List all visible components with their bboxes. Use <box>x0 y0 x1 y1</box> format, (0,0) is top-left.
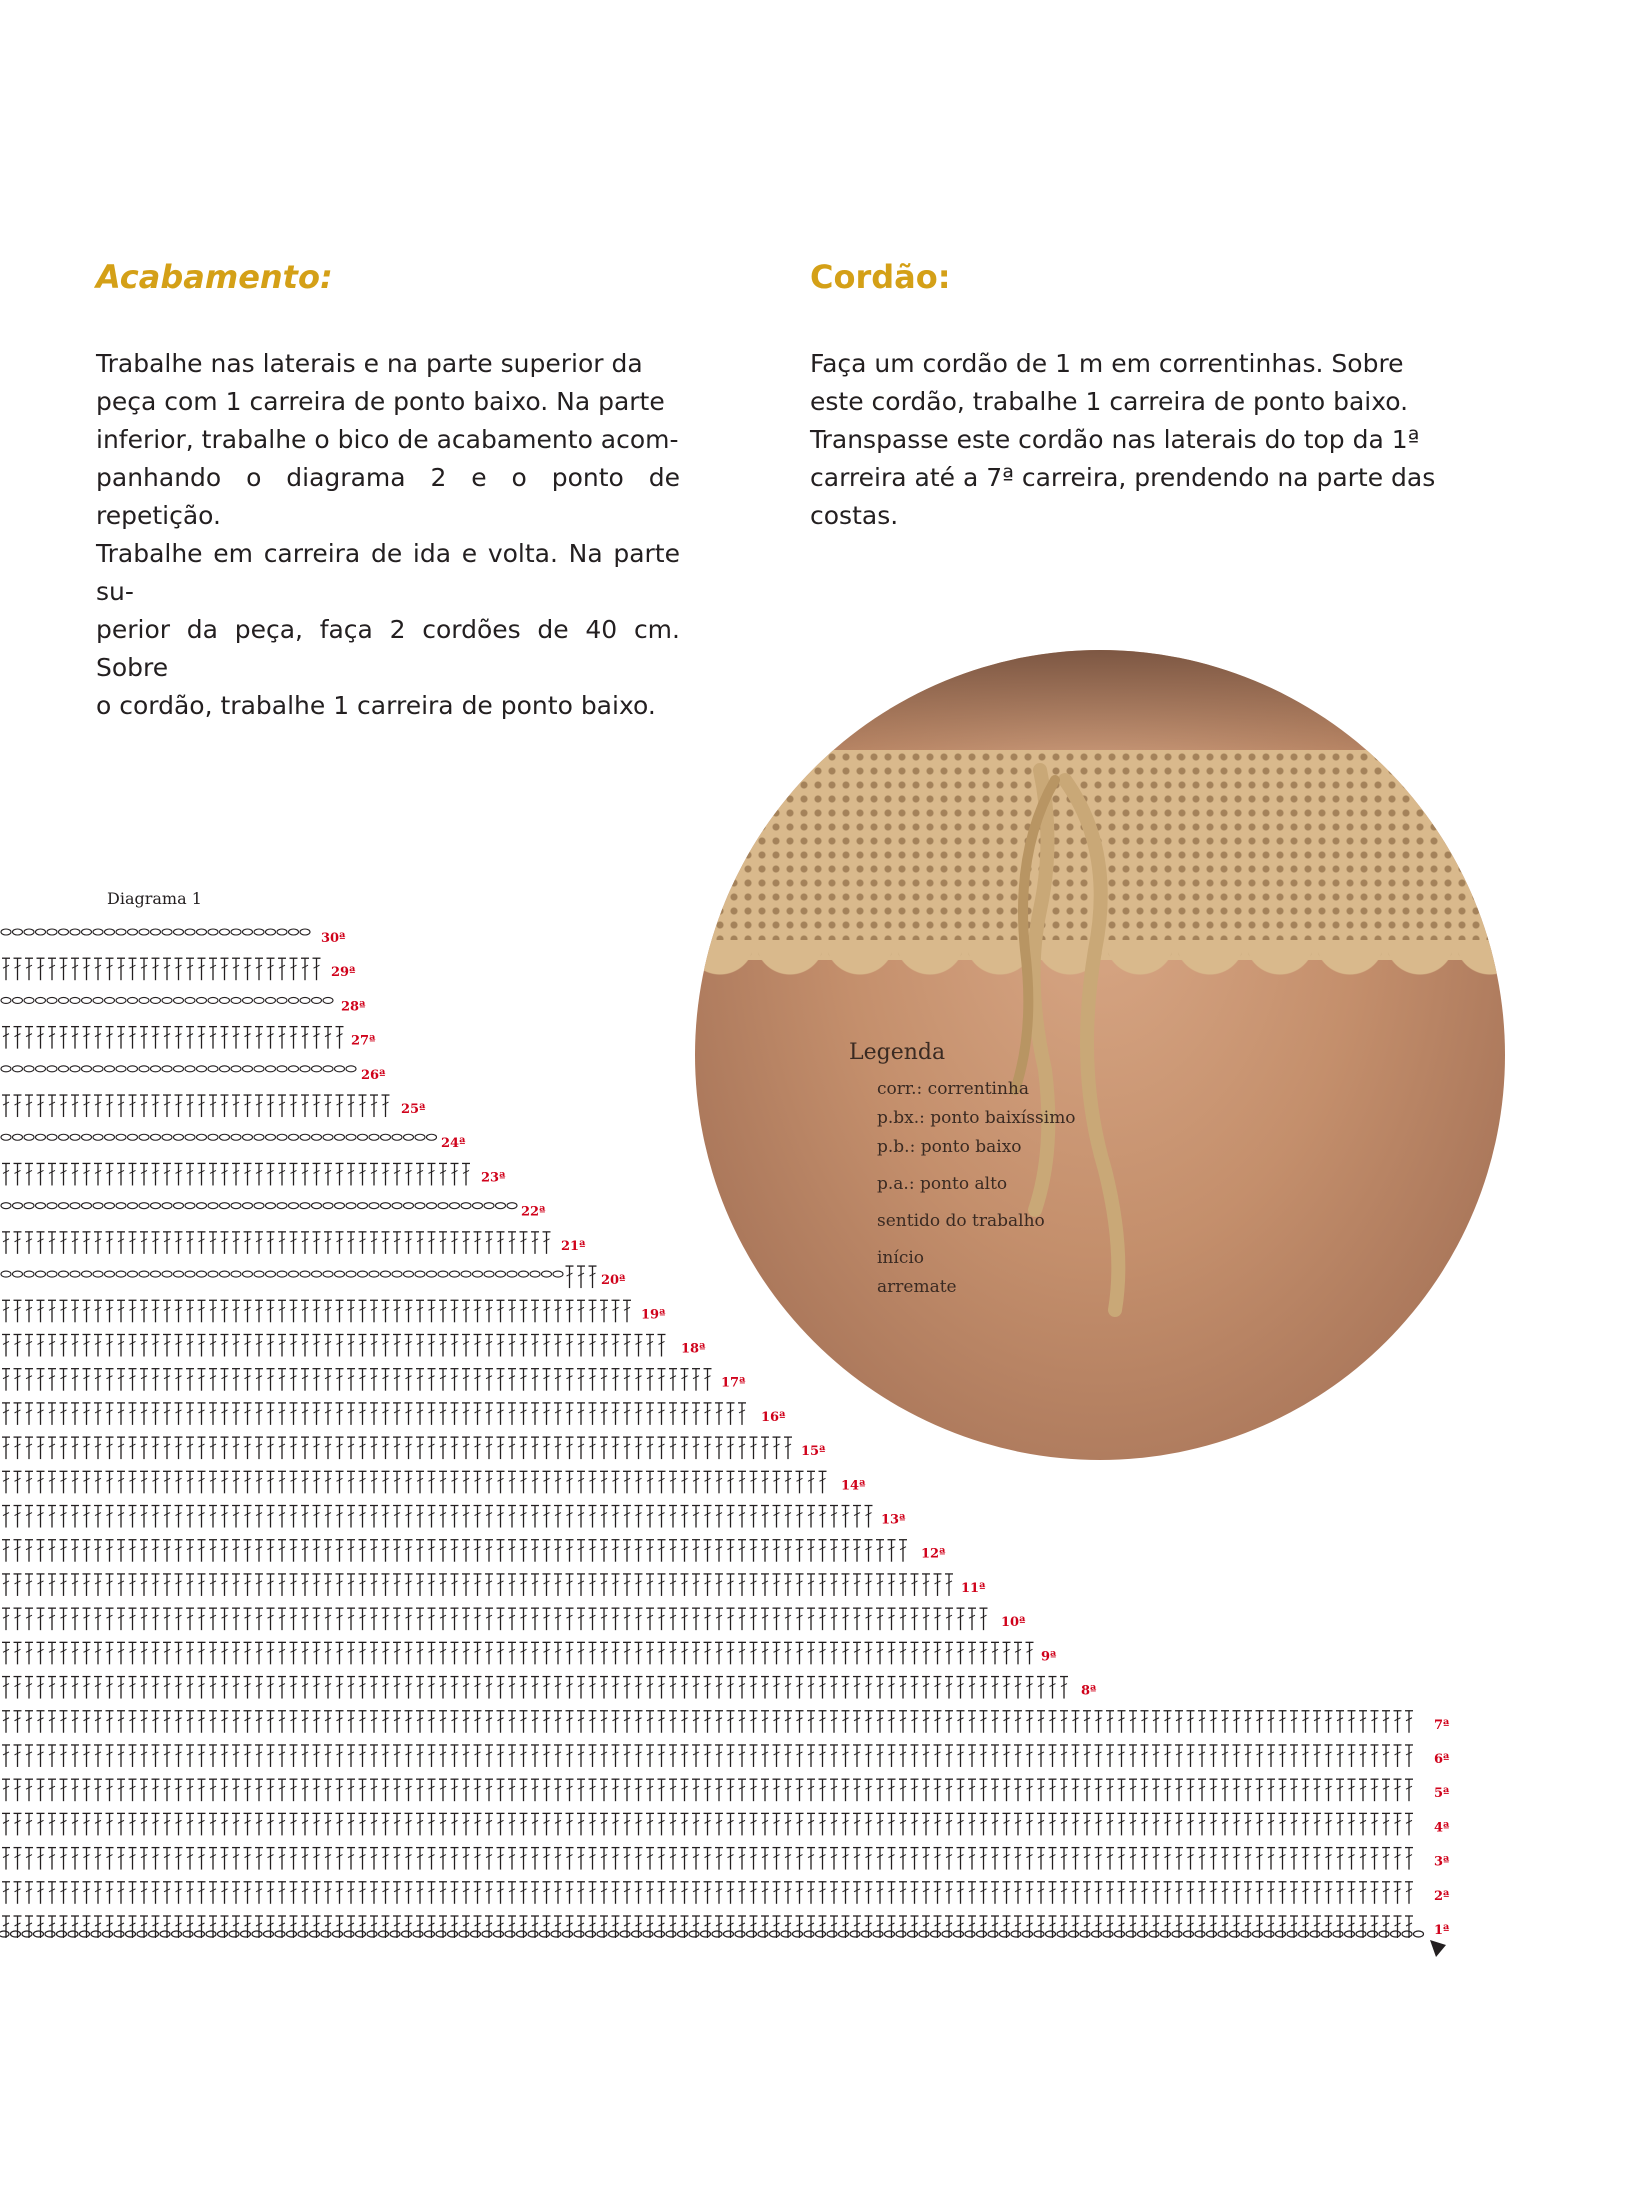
diagram-label: Diagrama 1 <box>107 889 202 908</box>
text-line: Faça um cordão de 1 m em correntinhas. Sobre <box>810 349 1404 378</box>
diagram-row <box>2 1848 1413 1870</box>
row-label: 1ª <box>1434 1923 1450 1938</box>
diagram-row <box>2 1882 1413 1904</box>
row-label: 24ª <box>441 1136 466 1152</box>
row-label: 20ª <box>601 1273 626 1289</box>
diagram-row <box>2 1027 344 1049</box>
work-direction-arrow-icon <box>1430 1940 1446 1957</box>
row-label: 8ª <box>1081 1683 1097 1699</box>
row-label: 22ª <box>521 1204 546 1220</box>
legend-item: arremate <box>877 1277 957 1297</box>
row-label: 16ª <box>761 1409 786 1425</box>
text-line: panhando o diagrama 2 e o ponto de repetição. <box>96 463 680 530</box>
diagram-row <box>2 1745 1413 1767</box>
text-line: este cordão, trabalhe 1 carreira de ponto baixo. <box>810 387 1409 416</box>
row-label: 15ª <box>801 1444 826 1460</box>
cord-text <box>810 345 1444 535</box>
text-line: peça com 1 carreira de ponto baixo. Na parte <box>96 387 665 416</box>
row-label: 9ª <box>1041 1649 1057 1665</box>
row-label: 3ª <box>1434 1854 1450 1870</box>
diagram-row <box>1 1266 597 1288</box>
text-line: o cordão, trabalhe 1 carreira de ponto baixo. <box>96 691 656 720</box>
text-line: costas. <box>810 501 899 530</box>
crochet-diagram <box>0 880 1644 2005</box>
diagram-row <box>2 958 321 980</box>
text-line: perior da peça, faça 2 cordões de 40 cm. Sobre <box>96 615 680 682</box>
legend-title: Legenda <box>849 1040 946 1065</box>
diagram-stitches <box>0 929 1424 1938</box>
diagram-row <box>2 1779 1413 1801</box>
diagram-row <box>2 1677 1068 1699</box>
diagram-row <box>2 1642 1034 1664</box>
legend-item: início <box>877 1248 925 1268</box>
text-line: Trabalhe em carreira de ida e volta. Na parte su- <box>96 539 680 606</box>
diagram-row <box>2 1232 551 1254</box>
row-label: 21ª <box>561 1238 586 1254</box>
diagram-row <box>1 1203 517 1209</box>
legend-item: sentido do trabalho <box>877 1211 1045 1231</box>
diagram-row <box>2 1608 988 1630</box>
diagram-row <box>2 1369 712 1391</box>
row-label: 6ª <box>1434 1751 1450 1767</box>
diagram-row <box>1 1134 437 1140</box>
text-line: carreira até a 7ª carreira, prendendo na parte das <box>810 463 1436 492</box>
diagram-row <box>1 929 310 935</box>
diagram-row <box>2 1403 746 1425</box>
row-label: 11ª <box>961 1580 986 1596</box>
row-label: 28ª <box>341 999 366 1015</box>
row-label: 19ª <box>641 1307 666 1323</box>
diagram-row <box>2 1574 953 1596</box>
legend-item: p.a.: ponto alto <box>877 1174 1008 1194</box>
row-label: 23ª <box>481 1170 506 1186</box>
row-label: 2ª <box>1434 1888 1450 1904</box>
row-label: 17ª <box>721 1375 746 1391</box>
diagram-row <box>2 1540 907 1562</box>
diagram-row <box>2 1471 827 1493</box>
text-line: Transpasse este cordão nas laterais do top da 1ª <box>810 425 1420 454</box>
row-label: 14ª <box>841 1478 866 1494</box>
legend-item: p.b.: ponto baixo <box>877 1137 1022 1157</box>
diagram-row <box>2 1437 792 1459</box>
row-label: 5ª <box>1434 1786 1450 1802</box>
diagram-row <box>1 997 333 1003</box>
row-label: 10ª <box>1001 1615 1026 1631</box>
row-label: 26ª <box>361 1067 386 1083</box>
diagram-row <box>2 1813 1413 1835</box>
diagram-row <box>2 1506 873 1528</box>
diagram-row <box>2 1334 666 1356</box>
row-label: 13ª <box>881 1512 906 1528</box>
row-label: 27ª <box>351 1033 376 1049</box>
row-label: 12ª <box>921 1546 946 1562</box>
text-line: Trabalhe nas laterais e na parte superior da <box>96 349 643 378</box>
legend-item: p.bx.: ponto baixíssimo <box>877 1108 1076 1128</box>
row-label: 7ª <box>1434 1717 1450 1733</box>
diagram-row <box>2 1095 390 1117</box>
legend-item: corr.: correntinha <box>877 1079 1029 1099</box>
finishing-title: Acabamento: <box>96 258 333 296</box>
diagram-row <box>0 1916 1424 1938</box>
row-label: 18ª <box>681 1341 706 1357</box>
diagram-row <box>2 1163 470 1185</box>
diagram-row <box>1 1066 356 1072</box>
diagram-row <box>2 1300 631 1322</box>
finishing-text <box>96 345 680 725</box>
diagram-row <box>2 1711 1413 1733</box>
row-label: 30ª <box>321 931 346 946</box>
text-line: inferior, trabalhe o bico de acabamento acom- <box>96 425 679 454</box>
row-label: 4ª <box>1434 1820 1450 1836</box>
row-label: 25ª <box>401 1102 426 1118</box>
row-label: 29ª <box>331 965 356 981</box>
cord-title: Cordão: <box>810 258 951 296</box>
